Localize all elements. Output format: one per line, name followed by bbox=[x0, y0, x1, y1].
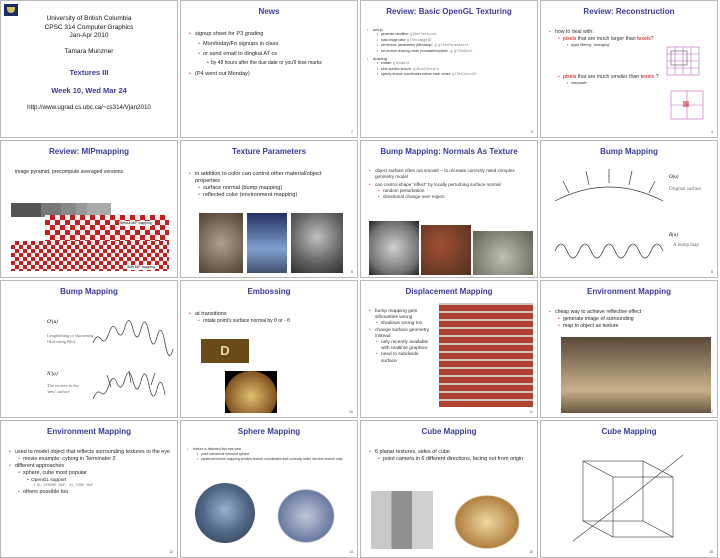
slide-cube-mapping bbox=[360, 420, 538, 558]
code: glTexCoord2f bbox=[452, 73, 477, 77]
page-number: 10 bbox=[349, 410, 353, 414]
bullet: • texture is distorted fish-eye view bbox=[193, 447, 349, 452]
label: 'new' surface bbox=[47, 389, 70, 394]
bullet: • random perturbation bbox=[383, 188, 531, 194]
bullet: • bump mapping gets silhouettes wrong bbox=[375, 309, 435, 321]
bullet: • spherical texture mapping creates texture coordinates that correctly index into this texture map bbox=[201, 457, 349, 462]
embossed-teapot-image bbox=[225, 371, 277, 413]
slide-bump-mapping-diagram bbox=[540, 140, 718, 278]
code: glTexImage2D bbox=[407, 38, 432, 43]
slide-news bbox=[180, 0, 358, 138]
item-text: that are much larger than bbox=[576, 36, 638, 42]
code: glTexParameteri bbox=[438, 44, 469, 48]
page-number: 6 bbox=[351, 270, 353, 274]
label: O(u) using B(u) bbox=[47, 339, 76, 344]
item-text: ? bbox=[654, 74, 659, 80]
code: glEnable bbox=[393, 62, 410, 66]
slide-title-text: Cube Mapping bbox=[421, 427, 477, 436]
bump-diagram bbox=[91, 303, 175, 415]
item-text: generate identifier: bbox=[381, 32, 410, 36]
item-text: set texture parameters (tile/clamp/...): bbox=[381, 43, 438, 47]
label: Lengthening or shortening bbox=[47, 333, 94, 338]
term-pixels: pixels bbox=[563, 36, 577, 42]
bullet: • 6 planar textures, sides of cube bbox=[375, 449, 531, 456]
page-number: 3 bbox=[531, 130, 533, 134]
slide-embossing bbox=[180, 280, 358, 418]
bullet: • different approaches bbox=[15, 463, 173, 470]
cube-map-faces-image bbox=[371, 491, 433, 549]
bullet: • at transitions bbox=[195, 311, 351, 318]
brick-wall-image bbox=[439, 303, 533, 407]
term-pixels: pixels bbox=[563, 74, 577, 80]
slide-title-text: News bbox=[258, 7, 280, 16]
bullet: • directional change over region bbox=[383, 194, 531, 200]
item-text: load image data: bbox=[381, 37, 407, 42]
bullet: • or send email to dingkai AT cs bbox=[203, 51, 351, 58]
slide-cube-mapping-diagram bbox=[540, 420, 718, 558]
bullet: • Mon/today/Fri signups in class bbox=[203, 41, 351, 48]
bullet: • apply filtering, “averaging” bbox=[571, 43, 715, 48]
bullet: • point camera at mirrored sphere bbox=[201, 452, 349, 457]
bullet: • surface normal (bump mapping) bbox=[203, 185, 347, 192]
university-name: University of British Columbia bbox=[46, 15, 132, 22]
slide-texture-parameters bbox=[180, 140, 358, 278]
bump-diagram bbox=[549, 161, 669, 271]
bullet: • change surface geometry instead bbox=[375, 328, 435, 340]
slide-title-text: Displacement Mapping bbox=[405, 287, 493, 296]
item-text: that are much smaller than bbox=[576, 74, 641, 80]
label: O(u) bbox=[669, 175, 679, 180]
bullet: • movie example: cyborg in Terminator 2 bbox=[23, 456, 173, 463]
bullet: • interpolate bbox=[571, 81, 718, 86]
bullet: • others possible too bbox=[23, 489, 173, 496]
bullet: • by 48 hours after the due date or you'll lose marks bbox=[211, 60, 351, 66]
course-name: CPSC 314 Computer Graphics bbox=[44, 23, 134, 31]
bullet: • rotate point’s surface normal by θ or - θ bbox=[203, 318, 351, 325]
slide-reconstruction bbox=[540, 0, 718, 138]
term-texels: texels bbox=[637, 36, 651, 42]
reflective-room-image bbox=[561, 337, 711, 413]
caption: Without MIP-mapping bbox=[119, 221, 152, 225]
item-text: set texture drawing mode (modulate/replace/...): bbox=[381, 48, 453, 53]
bullet: • object surface often not smooth – to recreate correctly need complex geometry model bbox=[375, 168, 531, 180]
term-texels: texels bbox=[640, 74, 655, 80]
slide-bump-normals bbox=[360, 140, 538, 278]
bullet: • setup bbox=[373, 27, 533, 32]
bumpy-sphere-image bbox=[369, 221, 419, 275]
sphere-map-image bbox=[195, 483, 255, 543]
code: • GL_SPHERE_MAP, GL_CUBE_MAP bbox=[37, 484, 173, 489]
bullet: • need to subdivide surface bbox=[381, 352, 435, 364]
label: B(u) bbox=[669, 233, 678, 238]
slide-title-text: Bump Mapping bbox=[600, 147, 658, 156]
bullet: • drawing bbox=[373, 56, 533, 61]
slide-title-text: Review: MIPmapping bbox=[48, 147, 129, 156]
slide-title-text: Review: Basic OpenGL Texturing bbox=[386, 7, 512, 16]
bullet: • (P4 went out Monday) bbox=[195, 71, 351, 78]
bullet: • can control shape “effect” by locally perturbing surface normal bbox=[375, 182, 531, 188]
course-url[interactable]: http://www.ugrad.cs.ubc.ca/~cs314/Vjan2010 bbox=[27, 104, 151, 111]
page-number: 7 bbox=[531, 270, 533, 274]
bullet: image pyramid, precompute averaged versions bbox=[15, 169, 124, 175]
slide-title-text: Sphere Mapping bbox=[237, 427, 301, 436]
code: glGenTextures bbox=[410, 33, 437, 37]
slide-title-text: Bump Mapping bbox=[60, 287, 118, 296]
term: Jan-Apr 2010 bbox=[69, 32, 109, 39]
item-text: bind specific texture: bbox=[381, 66, 412, 71]
bullet: • point camera in 6 different directions, facing out from origin bbox=[383, 456, 531, 463]
page-number: 14 bbox=[349, 550, 353, 554]
slide-title-text: Environment Mapping bbox=[47, 427, 131, 436]
bullet: • reflected color (environment mapping) bbox=[203, 192, 347, 199]
page-number: 13 bbox=[169, 550, 173, 554]
page-number: 2 bbox=[351, 130, 353, 134]
slide-sphere-mapping bbox=[180, 420, 358, 558]
page-number: 8 bbox=[711, 270, 713, 274]
bullet: • OpenGL support bbox=[31, 477, 173, 484]
label: N'(u) bbox=[47, 371, 58, 377]
bullet: • in addition to color can control other material/object properties bbox=[195, 171, 347, 185]
slide-title-text: Review: Reconstruction bbox=[583, 7, 675, 16]
slide-title-text: Texture Parameters bbox=[231, 147, 307, 156]
slide-environment-mapping bbox=[540, 280, 718, 418]
texel-grid-diagram bbox=[663, 45, 703, 77]
reflective-sphere-image bbox=[291, 213, 343, 273]
bumpy-texture-image bbox=[421, 225, 471, 275]
page-number: 11 bbox=[529, 410, 533, 414]
slide-environment-mapping-2 bbox=[0, 420, 178, 558]
label: The vectors to the bbox=[47, 383, 79, 388]
cube-diagram bbox=[563, 441, 693, 551]
bullet: • map to object as texture bbox=[563, 323, 715, 330]
bullet: • how to deal with: bbox=[555, 29, 715, 36]
bumpy-pot-image bbox=[473, 231, 533, 275]
embossed-d-image: D bbox=[201, 339, 249, 363]
bullet: • only recently available with realtime graphics bbox=[381, 340, 435, 352]
lecture-topic: Textures III bbox=[69, 68, 109, 77]
slide-mipmapping bbox=[0, 140, 178, 278]
page-number: 12 bbox=[709, 410, 713, 414]
bullet: • used to model object that reflects surrounding textures to the eye bbox=[15, 449, 173, 456]
bullet: • sphere, cube most popular bbox=[23, 470, 173, 477]
slide-title-text: Bump Mapping: Normals As Texture bbox=[380, 147, 518, 156]
sphere-mapped-teapot-image bbox=[271, 483, 341, 543]
cube-mapped-teapot-image bbox=[447, 489, 527, 549]
bumpy-sphere-image bbox=[199, 213, 243, 273]
slide-opengl-texturing bbox=[360, 0, 538, 138]
caption: With MIP-mapping bbox=[127, 265, 155, 269]
page-number: 16 bbox=[709, 550, 713, 554]
bullet: • shadows wrong too bbox=[381, 321, 435, 327]
bullet: • generate image of surrounding bbox=[563, 316, 715, 323]
slide-title bbox=[0, 0, 178, 138]
water-image bbox=[247, 213, 287, 273]
page-number: 15 bbox=[529, 550, 533, 554]
lecture-date: Week 10, Wed Mar 24 bbox=[51, 85, 127, 95]
item-text: ? bbox=[650, 36, 654, 42]
slide-title-text: Cube Mapping bbox=[601, 427, 657, 436]
code: glTexEnvf bbox=[453, 49, 473, 54]
item-text: enable: bbox=[381, 61, 393, 65]
bullet: • signup sheet for P3 grading bbox=[195, 31, 351, 38]
label: A bump map bbox=[673, 243, 699, 248]
label: O'(u) bbox=[47, 319, 58, 325]
texel-grid-diagram bbox=[669, 89, 705, 121]
author-name: Tamara Munzner bbox=[64, 47, 114, 55]
item-text: specify texture coordinates before each vertex: bbox=[381, 72, 452, 76]
code: glBindTexture bbox=[412, 67, 440, 72]
page-number: 4 bbox=[711, 130, 713, 134]
slide-bump-mapping-diagram-2 bbox=[0, 280, 178, 418]
slide-displacement-mapping bbox=[360, 280, 538, 418]
slide-title-text: Embossing bbox=[247, 287, 291, 296]
label: Original surface bbox=[669, 187, 702, 192]
slide-title-text: Environment Mapping bbox=[587, 287, 671, 296]
bullet: • cheap way to achieve reflective effect bbox=[555, 309, 715, 316]
